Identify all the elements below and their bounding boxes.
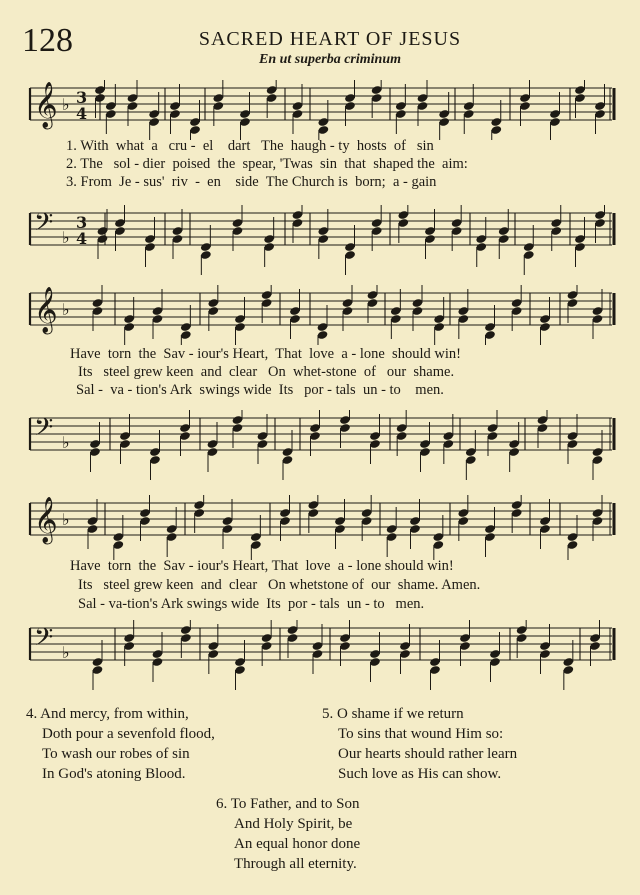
system-3-lyric-line-2: Its steel grew keen and clear On whetstone of our shame. Amen. (78, 577, 481, 593)
staff-lines (30, 503, 612, 535)
verse-4-line-4: In God's atoning Blood. (42, 766, 186, 782)
treble-clef-icon: 𝄞 (34, 82, 58, 128)
time-signature-icon: 4 (76, 104, 88, 123)
verse-6-line-2: And Holy Spirit, be (234, 816, 353, 832)
time-signature-icon: 4 (76, 229, 88, 248)
verse-4 (26, 704, 215, 784)
verse-4-line-2: Doth pour a sevenfold flood, (42, 726, 215, 742)
system-1-treble-staff (0, 80, 640, 140)
system-3-bass-staff (0, 620, 640, 695)
treble-clef-icon: 𝄞 (34, 497, 58, 543)
system-1-lyric-line-2: 2. The sol - dier poised the spear, 'Twas sin that shaped the aim: (66, 156, 468, 172)
time-signature-icon: 3 (76, 213, 88, 232)
flat-sign-icon: ♭ (62, 643, 70, 662)
system-3-lyric-line-3: Sal - va-tion's Ark swings wide Its por - tals un - to men. (78, 596, 425, 612)
flat-sign-icon: ♭ (62, 228, 70, 247)
system-2-lyric-line-2: Its steel grew keen and clear On whet-stone of our shame. (78, 364, 455, 380)
system-2-treble-staff (0, 285, 640, 345)
verse-5-line-4: Such love as His can show. (338, 766, 502, 782)
system-1-bass-staff (0, 205, 640, 275)
verse-5 (322, 704, 517, 784)
flat-sign-icon: ♭ (62, 300, 70, 319)
verse-4-line-1: 4. And mercy, from within, (26, 706, 189, 722)
page-number: 128 (22, 22, 73, 59)
treble-clef-icon: 𝄞 (34, 287, 58, 333)
verse-5-line-1: 5. O shame if we return (322, 706, 464, 722)
verse-6-line-3: An equal honor done (234, 836, 361, 852)
system-2-lyric-line-1: Have torn the Sav - iour's Heart, That love a - lone should win! (70, 346, 461, 362)
bass-clef-icon: 𝄢 (34, 208, 54, 243)
flat-sign-icon: ♭ (62, 95, 70, 114)
verse-6-line-4: Through all eternity. (234, 856, 357, 872)
system-3-treble-staff (0, 495, 640, 560)
system-2-lyric-line-3: Sal - va - tion's Ark swings wide Its por - tals un - to men. (76, 382, 444, 398)
system-1-lyric-line-3: 3. From Je - sus' riv - en side The Church is born; a - gain (66, 174, 437, 190)
time-signature-icon: 3 (76, 88, 88, 107)
verse-6 (216, 794, 360, 874)
system-1-lyric-line-1: 1. With what a cru - el dart The haugh - ty hosts of sin (66, 138, 434, 154)
flat-sign-icon: ♭ (62, 433, 70, 452)
bass-clef-icon: 𝄢 (34, 623, 54, 658)
hymn-title: SACRED HEART OF JESUS (198, 28, 462, 50)
staff-lines (30, 293, 612, 325)
verse-6-line-1: 6. To Father, and to Son (216, 796, 360, 812)
verse-4-line-3: To wash our robes of sin (42, 746, 190, 762)
hymn-subtitle: En ut superba criminum (259, 52, 401, 67)
system-3-lyric-line-1: Have torn the Sav - iour's Heart, That love a - lone should win! (70, 558, 454, 574)
flat-sign-icon: ♭ (62, 510, 70, 529)
verse-5-line-2: To sins that wound Him so: (338, 726, 504, 742)
bass-clef-icon: 𝄢 (34, 413, 54, 448)
system-2-bass-staff (0, 410, 640, 490)
verse-5-line-3: Our hearts should rather learn (338, 746, 518, 762)
